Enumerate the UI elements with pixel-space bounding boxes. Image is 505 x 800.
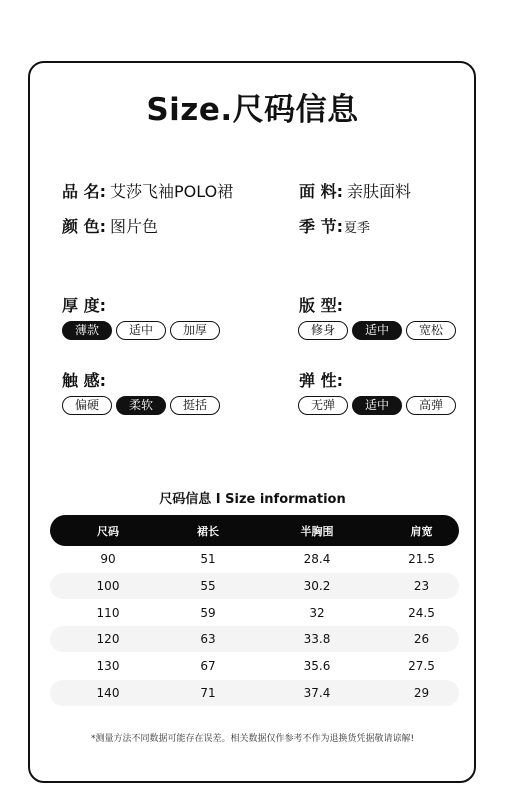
header-bust: 半胸围 [300,524,334,538]
table-row [50,546,459,572]
touch-label: 触 感: [62,371,106,390]
table-cell: 71 [200,686,216,700]
elastic-options [298,396,456,415]
product-name-value: 艾莎飞袖POLO裙 [109,182,234,201]
season-row [299,214,370,237]
touch-options [62,396,220,415]
table-cell: 35.6 [303,659,331,674]
fit-option: 修身 [298,321,348,340]
fabric-value: 亲肤面料 [346,182,411,201]
fit-options [298,321,456,340]
fabric-row [299,179,411,202]
table-cell: 110 [96,605,120,620]
measurement-note: *测量方法不同数据可能存在误差。相关数据仅作参考不作为退换货凭据敬请谅解! [90,734,415,744]
season-label: 季 节: [299,217,343,236]
elastic-option: 适中 [352,396,402,415]
table-cell: 37.4 [303,686,331,700]
touch-option: 偏硬 [62,396,112,415]
table-cell: 130 [96,659,120,674]
table-cell: 30.2 [303,578,331,593]
elastic-option: 高弹 [406,396,456,415]
fit-label: 版 型: [299,296,343,315]
touch-option: 挺括 [170,396,220,415]
elastic-label: 弹 性: [299,371,343,390]
color-value: 图片色 [109,217,158,236]
table-cell: 23 [413,578,430,593]
color-label: 颜 色: [62,217,106,236]
product-name-label: 品 名: [62,182,106,201]
color-row [62,214,158,237]
header-shoulder: 肩宽 [410,524,433,538]
fit-option: 宽松 [406,321,456,340]
table-cell: 51 [200,552,216,566]
table-cell: 59 [200,605,216,620]
table-cell: 63 [200,632,216,647]
table-row [50,680,459,706]
elastic-option: 无弹 [298,396,348,415]
table-cell: 120 [96,632,120,647]
touch-option: 柔软 [116,396,166,415]
table-cell: 26 [413,632,430,647]
fabric-label: 面 料: [299,182,343,201]
header-size: 尺码 [97,524,119,538]
table-cell: 90 [100,552,116,566]
size-table-title: 尺码信息 I Size information [159,492,346,507]
table-cell: 21.5 [408,552,435,566]
header-length: 裙长 [197,524,219,538]
table-row [50,600,459,626]
table-cell: 33.8 [303,632,331,647]
thickness-options [62,321,220,340]
table-cell: 28.4 [303,552,331,566]
thickness-option: 加厚 [170,321,220,340]
page-title: Size.尺码信息 [146,92,359,128]
thickness-option: 薄款 [62,321,112,340]
table-row [50,653,459,679]
product-name-row [62,179,233,202]
table-cell: 55 [200,578,216,593]
table-cell: 100 [96,578,120,593]
size-table-header [50,515,459,546]
table-cell: 32 [309,605,325,620]
fit-option: 适中 [352,321,402,340]
table-cell: 140 [96,686,120,700]
table-row [50,573,459,599]
table-cell: 29 [413,686,430,700]
season-value: 夏季 [343,221,370,236]
table-row [50,626,459,652]
table-cell: 27.5 [408,659,435,674]
thickness-label: 厚 度: [62,296,106,315]
table-cell: 67 [200,659,216,674]
thickness-option: 适中 [116,321,166,340]
table-cell: 24.5 [408,605,435,620]
